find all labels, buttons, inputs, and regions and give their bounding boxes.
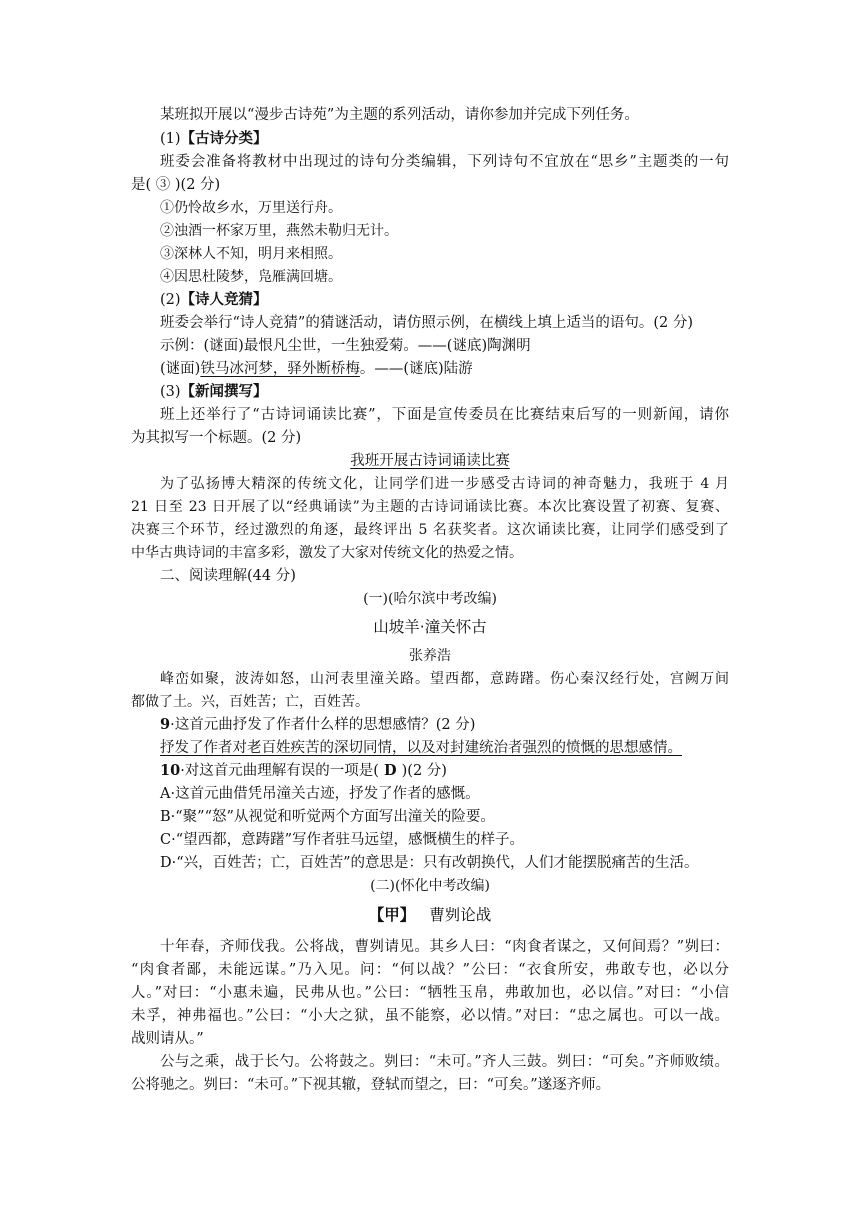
question-10-option-c: C·“望西都，意踌躇”写作者驻马远望，感慨横生的样子。 — [160, 832, 525, 848]
task3-question-line1: 班上还举行了“古诗词诵读比赛”，下面是宣传委员在比赛结束后写的一则新闻，请你 — [160, 407, 729, 423]
task2-number: (2) — [160, 292, 181, 308]
task1-heading — [160, 128, 268, 150]
task3-title: 【新闻撰写】 — [180, 384, 268, 400]
task1-option-2: ②浊酒一杯家万里，燕然未勒归无计。 — [160, 223, 398, 239]
passage-line-1: 十年春，齐师伐我。公将战，曹刿请见。其乡人曰：“肉食者谋之，又何间焉？”刿曰： — [160, 939, 729, 955]
task2-answer-post: 。——(谜底)陆游 — [359, 361, 473, 377]
task1-option-1: ①仍怜故乡水，万里送行舟。 — [160, 200, 342, 216]
task1-number: (1) — [160, 131, 181, 147]
task2-answer: 铁马冰河梦，驿外断桥梅 — [200, 361, 360, 377]
task3-heading — [160, 381, 268, 403]
question-9-number: 9 — [160, 716, 171, 733]
passage-line-2: “肉食者鄙，未能远谋。”乃入见。问：“何以战？”公曰：“衣食所安，弗敢专也，必以分 — [131, 962, 729, 978]
task2-heading — [160, 289, 268, 311]
question-10-option-a: A·这首元曲借凭吊潼关古迹，抒发了作者的感慨。 — [160, 786, 480, 802]
question-10-option-d: D·“兴，百姓苦；亡，百姓苦”的意思是：只有改朝换代，人们才能摆脱痛苦的生活。 — [160, 855, 699, 871]
part1-label: (一)(哈尔滨中考改编) — [363, 591, 497, 607]
passage-line-3: 人。”对曰：“小惠未遍，民弗从也。”公曰：“牺牲玉帛，弗敢加也，必以信。”对曰：“小信 — [131, 985, 729, 1001]
question-10-answer: D — [378, 762, 402, 779]
question-9-answer-line — [160, 737, 682, 759]
task3-news-title — [131, 450, 729, 472]
task3-number: (3) — [160, 384, 181, 400]
task1-option-3: ③深林人不知，明月来相照。 — [160, 246, 342, 262]
question-10-text-pre: ·对这首元曲理解有误的一项是( — [180, 763, 379, 779]
task1-q-post: )(2 分) — [174, 177, 221, 193]
text-jia-heading — [131, 904, 729, 926]
task1-option-4: ④因思杜陵梦，凫雁满回塘。 — [160, 269, 342, 285]
news-line-1: 为了弘扬博大精深的传统文化，让同学们进一步感受古诗词的神奇魅力，我班于 4 月 — [160, 476, 729, 492]
task3-question-line2: 为其拟写一个标题。(2 分) — [131, 430, 302, 446]
task2-example: 示例：(谜面)最恨凡尘世，一生独爱菊。——(谜底)陶渊明 — [160, 338, 531, 354]
poem-author: 张养浩 — [409, 648, 451, 664]
task1-q-pre: 是( — [131, 177, 152, 193]
text-jia-mark: 【甲】 — [368, 906, 416, 924]
passage-line-4: 未孚，神弗福也。”公曰：“小大之狱，虽不能察，必以情。”对曰：“忠之属也。可以一战。 — [131, 1008, 729, 1024]
part2-label: (二)(怀化中考改编) — [370, 878, 490, 894]
task2-answer-pre: (谜面) — [160, 361, 201, 377]
task1-question-line1: 班委会准备将教材中出现过的诗句分类编辑，下列诗句不宜放在“思乡”主题类的一句 — [160, 154, 729, 170]
question-9-answer: 抒发了作者对老百姓疾苦的深切同情，以及对封建统治者强烈的愤慨的思想感情。 — [160, 740, 682, 756]
task2-title: 【诗人竞猜】 — [180, 292, 268, 308]
poem-line-1: 峰峦如聚，波涛如怒，山河表里潼关路。望西都，意踌躇。伤心秦汉经行处，宫阙万间 — [160, 671, 729, 687]
news-line-2: 21 日至 23 日开展了以“经典诵读”为主题的古诗词诵读比赛。本次比赛设置了初赛、复赛、 — [131, 499, 729, 515]
poem-title: 山坡羊·潼关怀古 — [373, 618, 487, 636]
news-line-4: 中华古典诗词的丰富多彩，激发了大家对传统文化的热爱之情。 — [131, 545, 523, 561]
task1-answer: ③ — [151, 177, 175, 193]
intro-text: 某班拟开展以“漫步古诗苑”为主题的系列活动，请你参加并完成下列任务。 — [160, 107, 639, 123]
task1-question-line2 — [131, 174, 220, 196]
task3-answer-title: 我班开展古诗词诵读比赛 — [350, 453, 510, 469]
passage-line-5: 战则请从。” — [131, 1031, 204, 1047]
task2-answer-line — [160, 358, 473, 380]
question-9 — [160, 714, 475, 736]
passage-line-7: 公将驰之。刿曰：“未可。”下视其辙，登轼而望之，曰：“可矣。”遂逐齐师。 — [131, 1077, 611, 1093]
news-line-3: 决赛三个环节，经过激烈的角逐，最终评出 5 名获奖者。这次诵读比赛，让同学们感受到了 — [131, 522, 729, 538]
poem-line-2: 都做了土。兴，百姓苦；亡，百姓苦。 — [131, 694, 369, 710]
passage-line-6: 公与之乘，战于长勺。公将鼓之。刿曰：“未可。”齐人三鼓。刿曰：“可矣。”齐师败绩。 — [160, 1054, 729, 1070]
question-10-text-post: )(2 分) — [401, 763, 447, 779]
question-10-number: 10 — [160, 762, 181, 779]
task1-title: 【古诗分类】 — [180, 131, 268, 147]
question-10-option-b: B·“聚”“怒”从视觉和听觉两个方面写出潼关的险要。 — [160, 809, 495, 825]
task2-question: 班委会举行“诗人竞猜”的猜谜活动，请仿照示例，在横线上填上适当的语句。(2 分) — [160, 315, 693, 331]
question-10 — [160, 760, 447, 782]
text-jia-title: 曹刿论战 — [429, 906, 492, 924]
question-9-text: ·这首元曲抒发了作者什么样的思想感情？(2 分) — [170, 717, 476, 733]
section2-heading: 二、阅读理解(44 分) — [160, 568, 296, 584]
